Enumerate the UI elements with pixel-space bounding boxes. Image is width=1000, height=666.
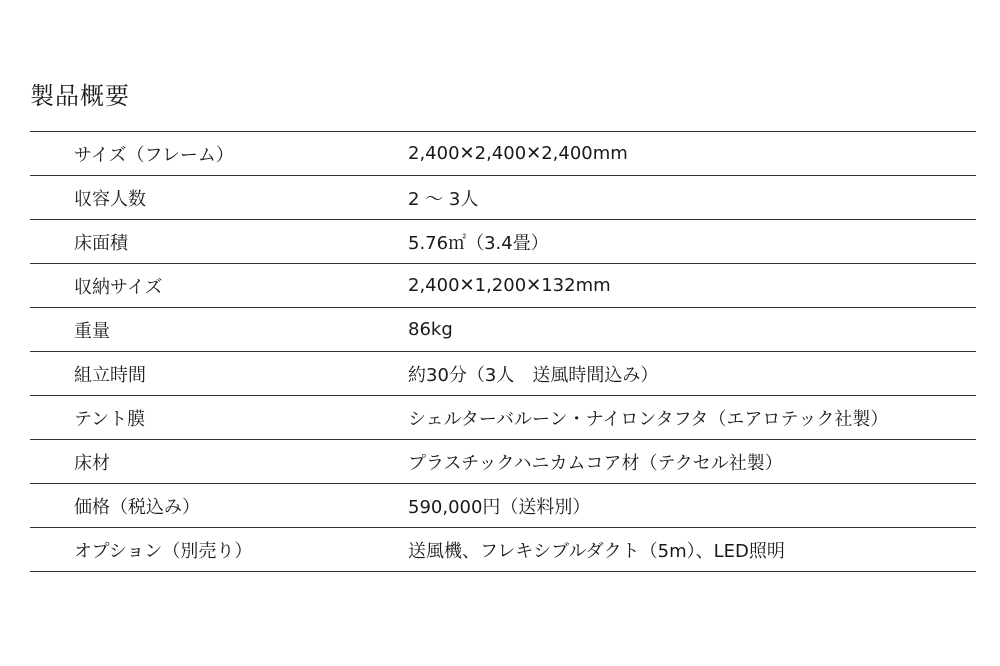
- table-row: [30, 264, 976, 308]
- spec-value: 5.76㎡（3.4畳）: [408, 220, 976, 264]
- spec-value: 2,400✕1,200✕132mm: [408, 264, 976, 308]
- spec-label: 重量: [30, 308, 408, 352]
- table-row: [30, 352, 976, 396]
- spec-label: オプション（別売り）: [30, 528, 408, 572]
- table-row: [30, 484, 976, 528]
- spec-value: シェルターバルーン・ナイロンタフタ（エアロテック社製）: [408, 396, 976, 440]
- table-row: [30, 396, 976, 440]
- table-row: [30, 176, 976, 220]
- table-row: [30, 528, 976, 572]
- spec-value: 86kg: [408, 308, 976, 352]
- table-row: [30, 308, 976, 352]
- spec-value: 送風機、フレキシブルダクト（5m）、LED照明: [408, 528, 976, 572]
- spec-label: 組立時間: [30, 352, 408, 396]
- table-row: [30, 220, 976, 264]
- spec-value: 2 〜 3人: [408, 176, 976, 220]
- spec-label: サイズ（フレーム）: [30, 132, 408, 176]
- spec-value: 2,400✕2,400✕2,400mm: [408, 132, 976, 176]
- spec-label: 床面積: [30, 220, 408, 264]
- spec-label: 収容人数: [30, 176, 408, 220]
- table-row: [30, 132, 976, 176]
- page-title: 製品概要: [30, 82, 130, 110]
- spec-label: 価格（税込み）: [30, 484, 408, 528]
- spec-label: テント膜: [30, 396, 408, 440]
- table-row: [30, 440, 976, 484]
- spec-label: 収納サイズ: [30, 264, 408, 308]
- spec-label: 床材: [30, 440, 408, 484]
- spec-value: 590,000円（送料別）: [408, 484, 976, 528]
- spec-table: [30, 131, 976, 572]
- spec-value: プラスチックハニカムコア材（テクセル社製）: [408, 440, 976, 484]
- spec-value: 約30分（3人 送風時間込み）: [408, 352, 976, 396]
